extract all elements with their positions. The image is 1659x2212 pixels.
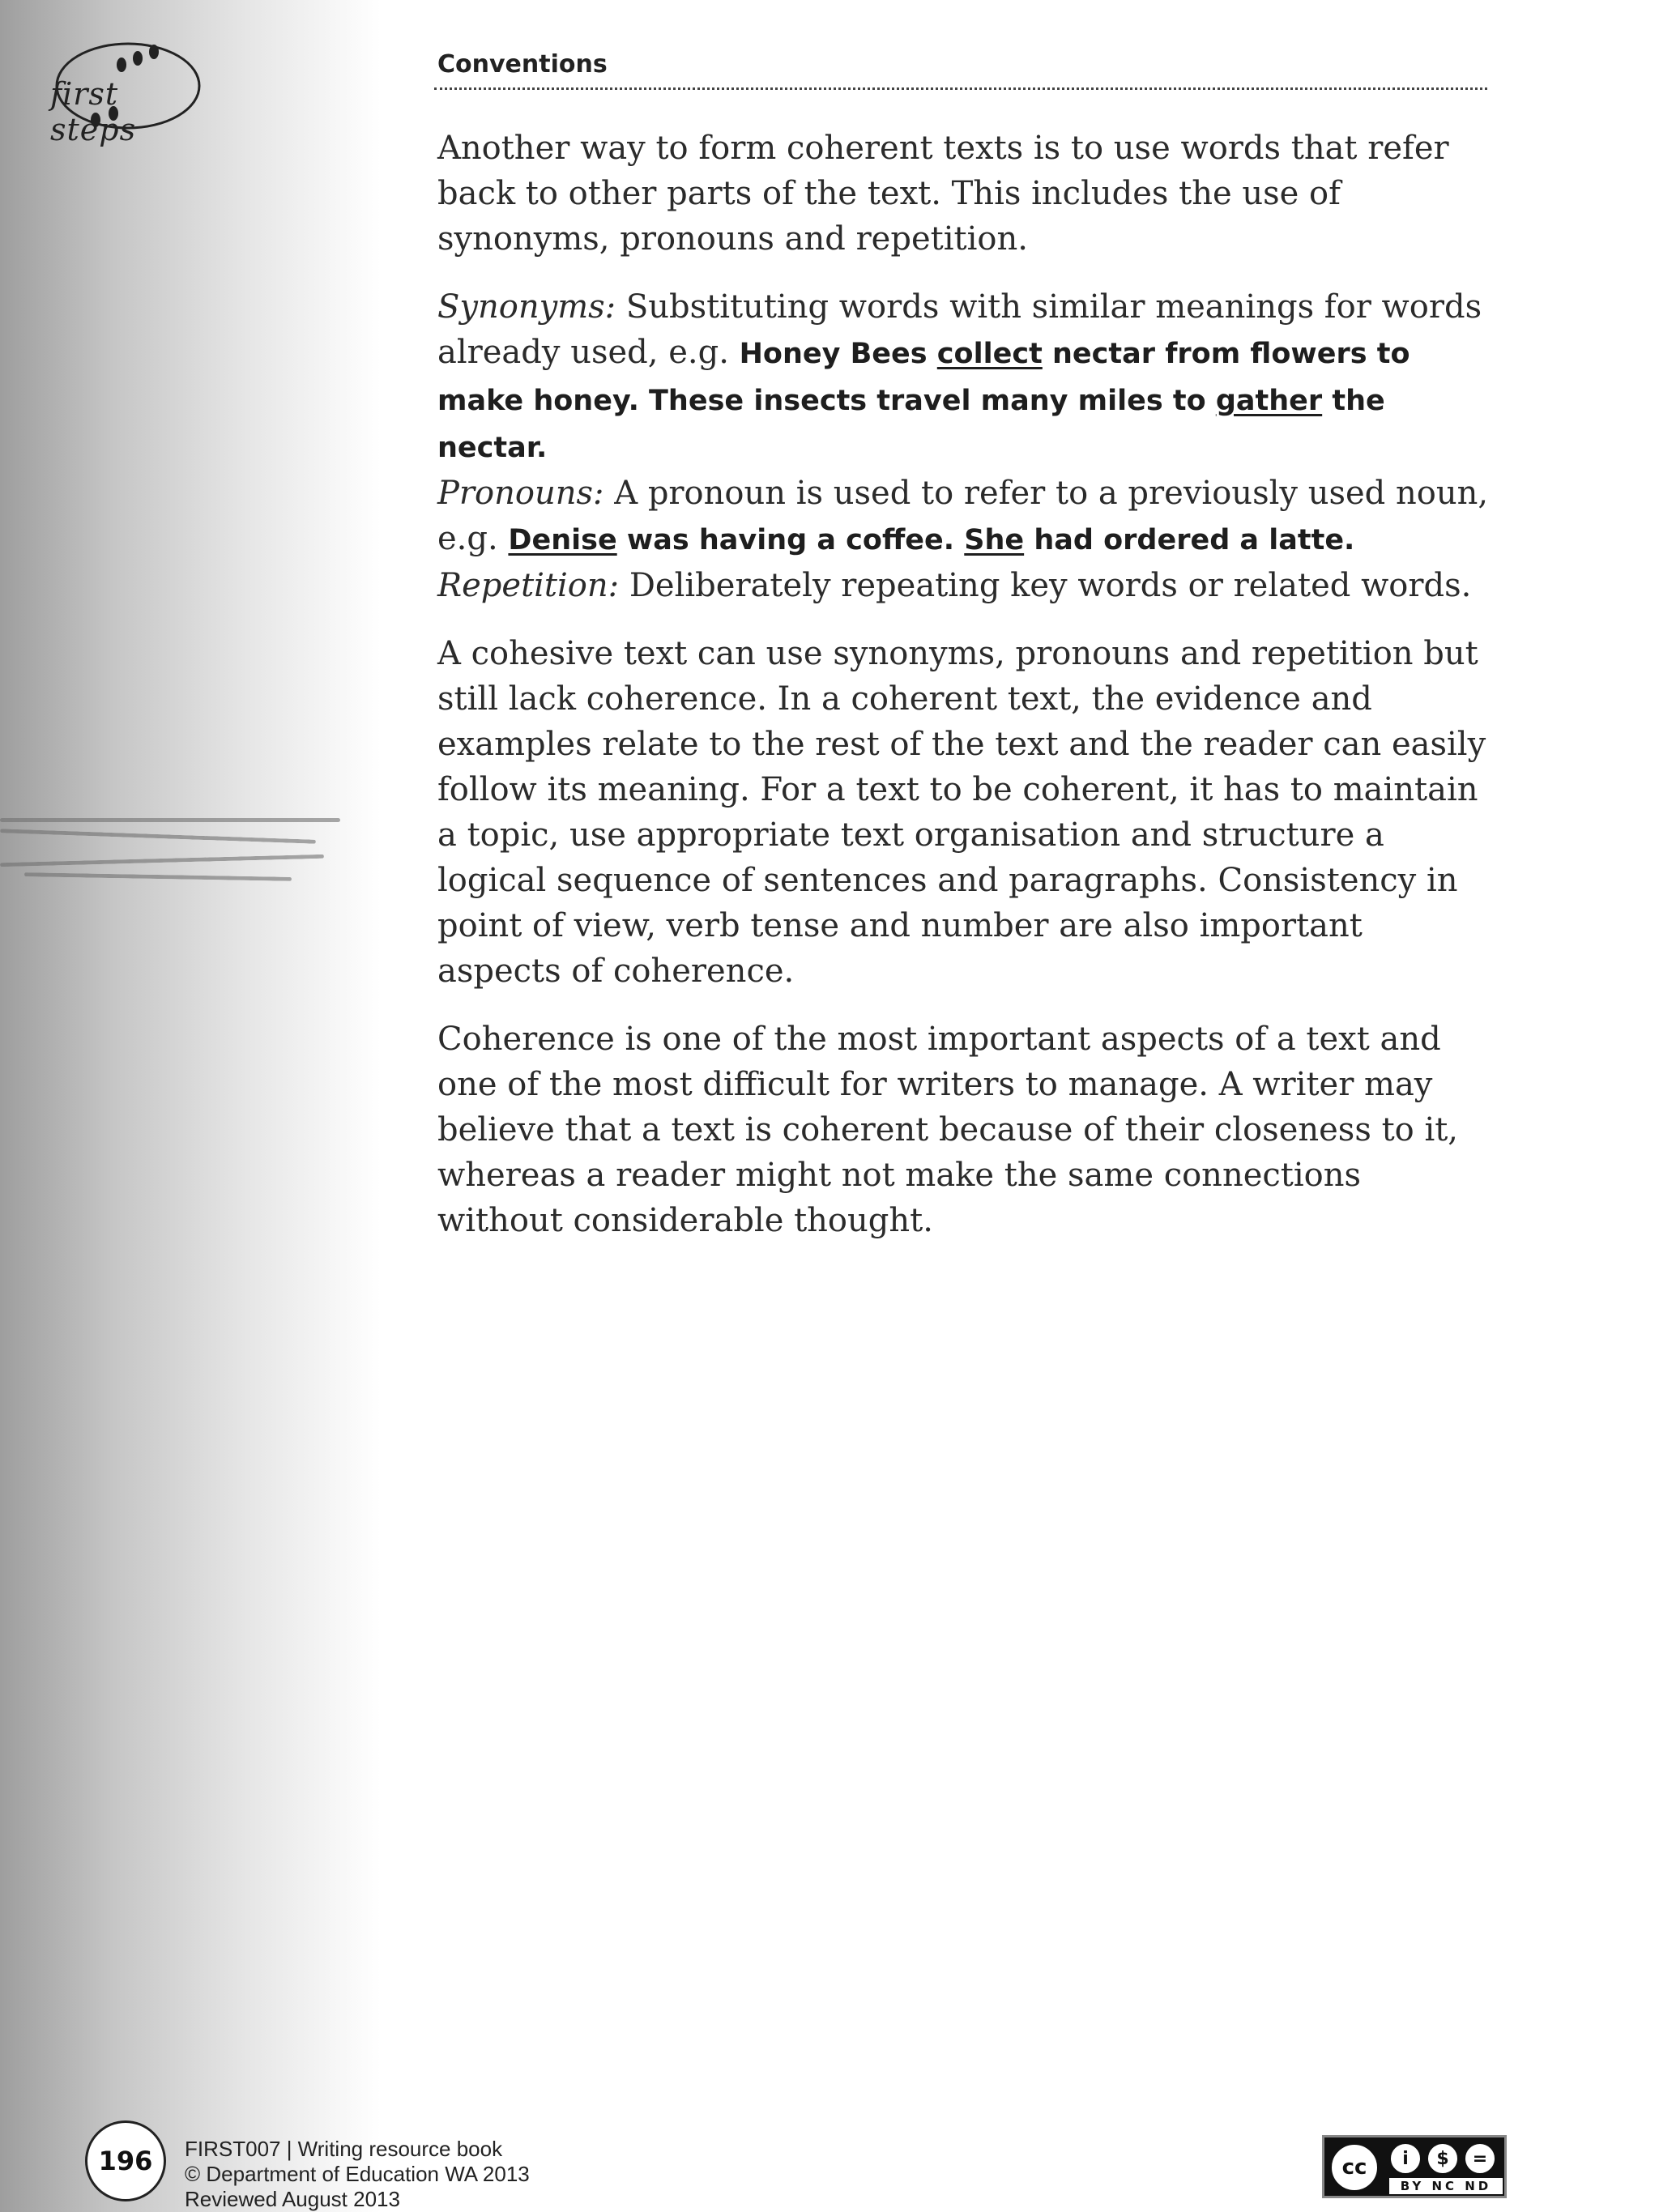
example-text: the nectar.	[437, 385, 1385, 464]
cc-icon: cc	[1329, 2142, 1380, 2193]
paragraph-devices	[437, 284, 1491, 608]
first-steps-logo	[47, 36, 209, 147]
synonyms-text: Substituting words with similar meanings for words already used, e.g.	[437, 288, 1482, 371]
repetition-text: Deliberately repeating key words or related words.	[619, 567, 1472, 604]
license-terms: BY NC ND	[1389, 2178, 1503, 2194]
underlined-word: collect	[936, 338, 1043, 370]
repetition-label: Repetition:	[437, 567, 620, 604]
logo-text: first steps	[50, 76, 137, 147]
paragraph-coherence: Coherence is one of the most important aspects of a text and one of the most difficult for writers to manage. A writer may believe that a text is coherent because of their closeness to it, whereas a reader might not make the same connections without considerable thought.	[437, 1021, 1459, 1239]
footer-line: © Department of Education WA 2013	[185, 2162, 530, 2186]
footer-line: FIRST007 | Writing resource book	[185, 2137, 503, 2161]
decorative-stroke	[24, 872, 292, 881]
section-label: Conventions	[437, 50, 608, 79]
noderivatives-icon: =	[1464, 2142, 1496, 2175]
decorative-margin-band	[0, 0, 381, 2212]
example-text: was having a coffee.	[616, 524, 965, 556]
pronouns-example	[508, 524, 1354, 556]
footer-credits	[185, 2137, 530, 2212]
page-number: 196	[85, 2120, 166, 2201]
decorative-stroke	[0, 855, 324, 867]
underlined-word: Denise	[508, 524, 617, 556]
decorative-stroke	[0, 829, 316, 844]
pronouns-label: Pronouns:	[437, 475, 604, 512]
noncommercial-icon: $	[1427, 2142, 1459, 2175]
paragraph-cohesion: A cohesive text can use synonyms, pronouns and repetition but still lack coherence. In a coherent text, the evidence and examples relate to the rest of the text and the reader can easily follow its meaning. For a text to be coherent, it has to maintain a topic, use appropriate text organisation and structure a logical sequence of sentences and paragraphs. Consistency in point of view, verb tense and number are also important aspects of coherence.	[437, 635, 1486, 990]
example-text: nectar from flowers to make honey. These insects travel many miles to	[437, 338, 1410, 417]
attribution-icon: i	[1389, 2142, 1422, 2175]
body-text	[437, 126, 1491, 1266]
underlined-word: She	[964, 524, 1025, 556]
pronouns-definition	[437, 475, 1488, 557]
pronouns-text: A pronoun is used to refer to a previously used noun, e.g.	[437, 475, 1489, 557]
synonyms-definition	[437, 288, 1482, 465]
header-divider	[434, 87, 1487, 90]
license-icons	[1389, 2142, 1496, 2175]
example-text: had ordered a latte.	[1024, 524, 1355, 556]
footer-line: Reviewed August 2013	[185, 2187, 400, 2211]
repetition-definition	[437, 567, 1471, 604]
synonyms-label: Synonyms:	[437, 288, 616, 326]
underlined-word: gather	[1215, 385, 1323, 417]
example-text: Honey Bees	[739, 338, 937, 370]
decorative-stroke	[0, 818, 340, 822]
creative-commons-badge	[1322, 2135, 1507, 2198]
paragraph-intro: Another way to form coherent texts is to use words that refer back to other parts of the text. This includes the use of synonyms, pronouns and repetition.	[437, 130, 1449, 258]
